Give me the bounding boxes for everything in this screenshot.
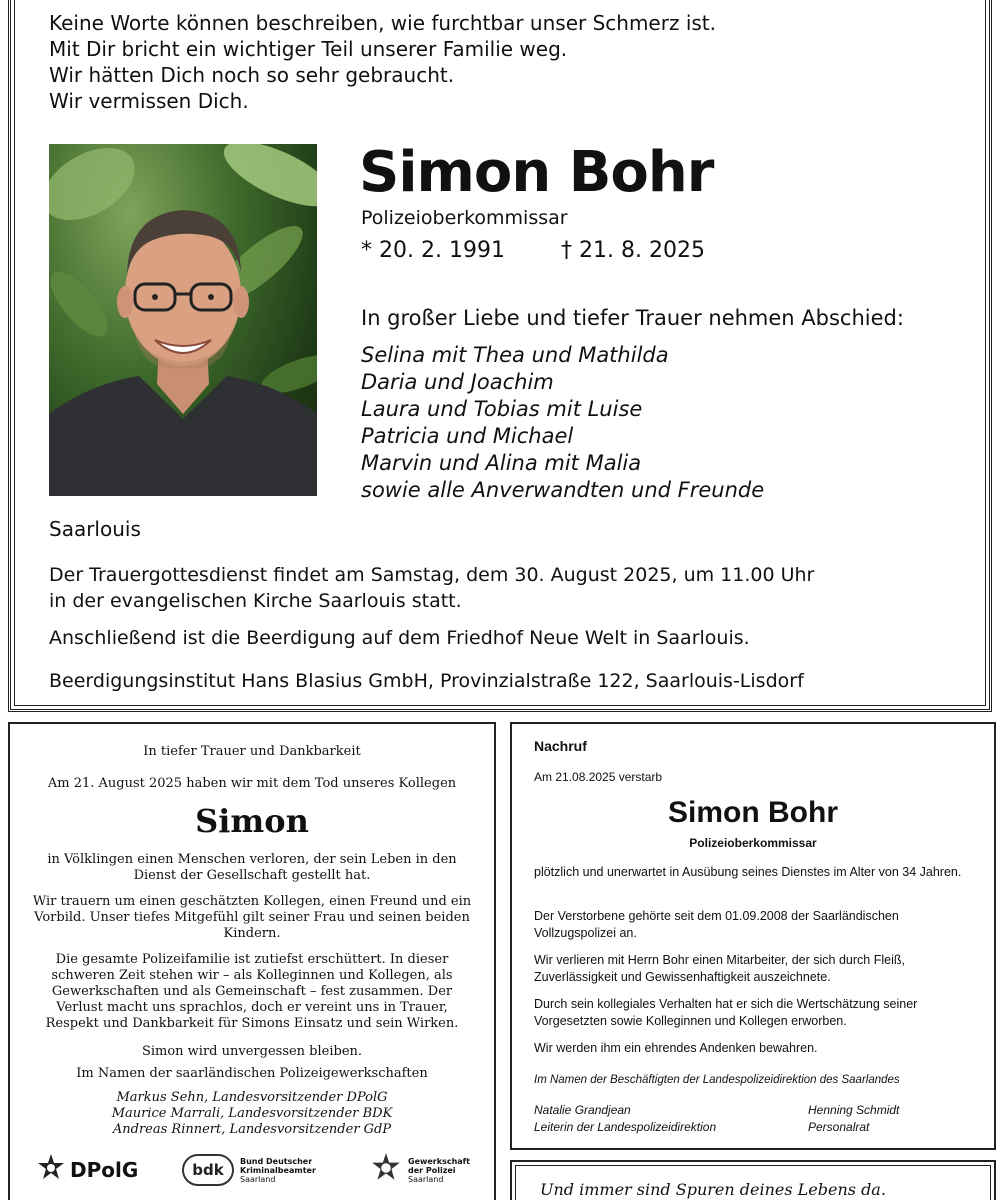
undertaker-info: Beerdigungsinstitut Hans Blasius GmbH, Provinzialstraße 122, Saarlouis-Lisdorf [49, 670, 804, 692]
nachruf-paragraph: plötzlich und unerwartet in Ausübung seines Dienstes im Alter von 34 Jahren. [534, 865, 962, 879]
mourner: Daria und Joachim [361, 370, 554, 394]
signer: Markus Sehn, Landesvorsitzender DPolG [116, 1090, 388, 1105]
nachruf-behalf: Im Namen der Beschäftigten der Landespolizeidirektion des Saarlandes [534, 1074, 900, 1086]
union-paragraph: Simon wird unvergessen bleiben. [141, 1044, 363, 1059]
union-paragraph: in Völklingen einen Menschen verloren, der sein Leben in den Dienst der Gesellschaft gestellt hat. [47, 852, 457, 883]
signer-role: Leiterin der Landespolizeidirektion [534, 1120, 717, 1134]
union-name: Simon [195, 802, 309, 840]
union-obituary [8, 722, 496, 1200]
memorial-verse-box [510, 1160, 996, 1200]
mourners-list [361, 342, 764, 504]
gdp-line: Gewerkschaft [408, 1156, 470, 1166]
union-heading: In tiefer Trauer und Dankbarkeit [143, 744, 361, 759]
city: Saarlouis [49, 517, 141, 541]
mourner: Patricia und Michael [361, 424, 574, 448]
union-logos [30, 1148, 474, 1192]
intro-line: Wir vermissen Dich. [49, 89, 249, 113]
death-date: † 21. 8. 2025 [561, 238, 705, 263]
intro-line: Keine Worte können beschreiben, wie furchtbar unser Schmerz ist. [49, 11, 716, 35]
police-star-icon [36, 1153, 66, 1187]
police-star-icon [370, 1152, 402, 1188]
gdp-logo [370, 1148, 470, 1192]
mourner: Marvin und Alina mit Malia [361, 451, 642, 475]
mourner: sowie alle Anverwandten und Freunde [361, 478, 765, 502]
nachruf-paragraph: Durch sein kollegiales Verhalten hat er sich die Wertschätzung seiner Vorgesetzten sowie Kolleginnen und Kollegen erworben. [534, 997, 918, 1028]
bdk-text [240, 1157, 316, 1184]
family-obituary [8, 0, 992, 712]
birth-date: * 20. 2. 1991 [361, 238, 505, 263]
service-info [49, 562, 814, 614]
union-signers [10, 1090, 494, 1138]
nachruf-date: Am 21.08.2025 verstarb [534, 770, 663, 784]
intro-line: Mit Dir bricht ein wichtiger Teil unserer Familie weg. [49, 37, 568, 61]
signer: Andreas Rinnert, Landesvorsitzender GdP [112, 1122, 392, 1137]
gdp-line: der Polizei [408, 1165, 456, 1175]
bdk-line: Saarland [240, 1174, 276, 1184]
signer: Maurice Marrali, Landesvorsitzender BDK [111, 1106, 393, 1121]
farewell-line: In großer Liebe und tiefer Trauer nehmen Abschied: [361, 306, 904, 330]
service-line: in der evangelischen Kirche Saarlouis statt. [49, 590, 462, 612]
nachruf-title: Nachruf [534, 738, 587, 754]
signer-name: Henning Schmidt [808, 1103, 900, 1117]
dpolg-logo [36, 1148, 138, 1192]
service-line: Der Trauergottesdienst findet am Samstag, dem 30. August 2025, um 11.00 Uhr [49, 564, 815, 586]
signature-left [534, 1102, 716, 1136]
bdk-line: Bund Deutscher [240, 1156, 313, 1166]
memorial-verse: Und immer sind Spuren deines Lebens da. [540, 1180, 886, 1199]
bdk-logo [182, 1148, 316, 1192]
mourner: Laura und Tobias mit Luise [361, 397, 643, 421]
deceased-rank: Polizeioberkommissar [361, 207, 568, 229]
union-lead: Am 21. August 2025 haben wir mit dem Tod unseres Kollegen [47, 776, 457, 791]
signature-right [808, 1102, 899, 1136]
nachruf-paragraph: Der Verstorbene gehörte seit dem 01.09.2008 der Saarländischen Vollzugspolizei an. [534, 909, 899, 940]
union-paragraph: Die gesamte Polizeifamilie ist zutiefst erschüttert. In dieser schweren Zeit stehen wir – als Kolleginnen und Kollegen, als Gewerkschaften und als Gemeinschaft – fest zusammen. Der Verlust macht uns sprachlos, doch er vereint uns in Trauer, Respekt und Dankbarkeit für Simons Einsatz und sein Wirken. [45, 952, 459, 1031]
union-paragraph: Im Namen der saarländischen Polizeigewerkschaften [76, 1066, 428, 1081]
burial-info: Anschließend ist die Beerdigung auf dem Friedhof Neue Welt in Saarlouis. [49, 627, 750, 649]
mourner: Selina mit Thea und Mathilda [361, 343, 669, 367]
gdp-line: Saarland [408, 1174, 444, 1184]
police-obituary [510, 722, 996, 1150]
nachruf-name: Simon Bohr [668, 796, 838, 829]
deceased-name: Simon Bohr [359, 140, 714, 205]
nachruf-rank: Polizeioberkommissar [689, 836, 817, 850]
dpolg-wordmark: DPolG [70, 1158, 139, 1182]
nachruf-paragraph: Wir werden ihm ein ehrendes Andenken bewahren. [534, 1041, 818, 1055]
nachruf-paragraph: Wir verlieren mit Herrn Bohr einen Mitarbeiter, der sich durch Fleiß, Zuverlässigkeit und Gewissenhaftigkeit auszeichnete. [534, 953, 905, 984]
portrait-photo [49, 144, 317, 496]
gdp-text [408, 1157, 470, 1184]
bdk-line: Kriminalbeamter [240, 1165, 316, 1175]
intro-line: Wir hätten Dich noch so sehr gebraucht. [49, 63, 455, 87]
signer-name: Natalie Grandjean [534, 1103, 631, 1117]
signer-role: Personalrat [808, 1120, 870, 1134]
bdk-mark-icon: bdk [182, 1154, 234, 1186]
intro-verse [49, 10, 716, 114]
union-paragraph: Wir trauern um einen geschätzten Kollegen, einen Freund und ein Vorbild. Unser tiefes Mitgefühl gilt seiner Frau und seinen beiden Kindern. [32, 894, 472, 941]
